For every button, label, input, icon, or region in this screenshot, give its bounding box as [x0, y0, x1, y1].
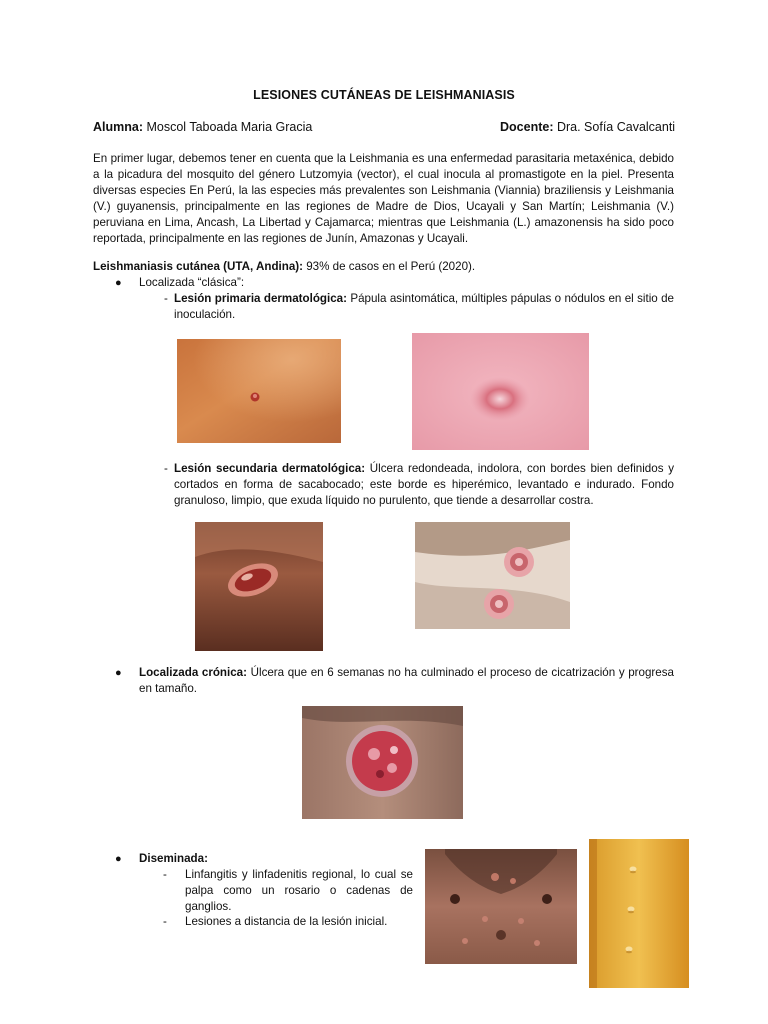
teacher-line	[500, 120, 675, 134]
teacher-label: Docente:	[500, 120, 554, 134]
disseminated-item-1: Linfangitis y linfadenitis regional, lo cual se palpa como un rosario o cadenas de ganglios.	[185, 868, 413, 913]
student-line	[93, 120, 312, 134]
primary-lesion-text	[174, 291, 674, 323]
dash-disseminated-1: -	[163, 868, 167, 881]
classic-label: Localizada “clásica”:	[139, 276, 245, 289]
chronic-bold: Localizada crónica:	[139, 666, 247, 679]
section-heading	[93, 259, 475, 275]
photo-nodule-skin	[412, 333, 589, 450]
dash-primary: -	[164, 292, 168, 305]
dash-disseminated-2: -	[163, 915, 167, 928]
bullet-chronic: ●	[115, 667, 122, 679]
photo-lymphangitic-nodules	[589, 839, 689, 988]
student-label: Alumna:	[93, 120, 143, 134]
photo-chronic-ulcer-hand	[302, 706, 463, 819]
dash-secondary: -	[164, 462, 168, 475]
section-heading-bold: Leishmaniasis cutánea (UTA, Andina):	[93, 260, 304, 273]
chronic-rest: Úlcera que en 6 semanas no ha culminado el proceso de cicatrización y progresa en tamaño.	[139, 666, 674, 695]
chronic-text	[139, 665, 674, 697]
teacher-name: Dra. Sofía Cavalcanti	[556, 120, 676, 134]
secondary-lesion-bold: Lesión secundaria dermatológica:	[174, 462, 366, 475]
photo-ulcer-elbow	[195, 522, 323, 651]
bullet-classic: ●	[115, 277, 122, 289]
photo-two-ulcers-arm	[415, 522, 570, 629]
primary-lesion-bold: Lesión primaria dermatológica:	[174, 292, 347, 305]
photo-papule-arm	[177, 339, 341, 443]
intro-paragraph: En primer lugar, debemos tener en cuenta que la Leishmania es una enfermedad parasitaria metaxénica, debido a la picadura del mosquito del género Lutzomyia (vector), el cual inocula al promastigote en la piel. Presenta diversas especies En Perú, la las especies más prevalentes son Leishmania (Viannia) braziliensis y Leishmania (V.) guyanensis, principalmente en las regiones de Madre de Dios, Ucayali y San Martín; Leishmania (V.) peruviana en Lima, Ancash, La Libertad y Cajamarca; mientras que Leishmania (L.) amazonensis ha sido poco reportada, principalmente en las regiones de Junín, Amazonas y Ucayali.	[93, 152, 674, 245]
document-title: LESIONES CUTÁNEAS DE LEISHMANIASIS	[253, 88, 515, 102]
bullet-disseminated: ●	[115, 853, 122, 865]
disseminated-label: Diseminada:	[139, 852, 208, 865]
secondary-lesion-rest: Úlcera redondeada, indolora, con bordes bien definidos y cortados en forma de sacabocado; este borde es hiperémico, levantado e indurado. Fondo granuloso, limpio, que exuda líquido no purulento, que tiende a desarrollar costra.	[174, 462, 674, 507]
photo-disseminated-chest	[425, 849, 577, 964]
section-heading-rest: 93% de casos en el Perú (2020).	[303, 260, 476, 273]
student-name: Moscol Taboada Maria Gracia	[146, 120, 313, 134]
disseminated-item-2: Lesiones a distancia de la lesión inicial.	[185, 915, 388, 928]
primary-lesion-rest: Pápula asintomática, múltiples pápulas o nódulos en el sitio de inoculación.	[174, 292, 675, 321]
secondary-lesion-text	[174, 461, 674, 509]
